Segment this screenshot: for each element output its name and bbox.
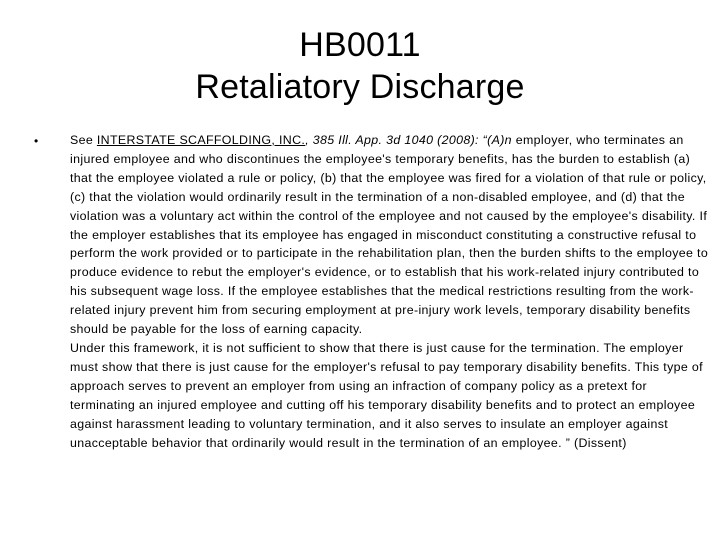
title-bill-number: HB0011 [299, 26, 421, 64]
case-summary-text: employer, who terminates an injured employee and who discontinues the employee's temporary benefits, has the burden to establish (a) that the employee violated a rule or policy, (b) that the employee was fired for a violation of that rule or policy, (c) that the violation would ordinarily result in the termination of a non-disabled employee, and (d) that the violation was a voluntary act within the control of the employee and not caused by the employee's disability. If the employer establishes that its employee has engaged in misconduct constituting a constructive refusal to perform the work provided or to participate in the rehabilitation plan, then the burden shifts to the employee to produce evidence to rebut the employer's evidence, or to establish that his work-related injury contributed to his subsequent wage loss. If the employee establishes that the medical restrictions resulting from the work-related injury prevent him from securing employment at pre-injury work levels, temporary disability benefits should be payable for the loss of earning capacity. [70, 133, 709, 337]
title-topic: Retaliatory Discharge [195, 68, 525, 106]
case-name: INTERSTATE SCAFFOLDING, INC. [96, 133, 306, 147]
see-prefix: See [70, 133, 97, 147]
case-citation: , 385 Ill. App. 3d 1040 (2008): “(A)n [305, 133, 512, 147]
bullet-icon: • [34, 134, 39, 148]
paragraph-framework: Under this framework, it is not sufficient to show that there is just cause for the termination. The employer must show that there is just cause for the employer's refusal to pay temporary disability benefits. This type of approach serves to prevent an employer from using an infraction of company policy as a pretext for terminating an injured employee and cutting off his temporary disability benefits and to protect an employee against harassment leading to voluntary termination, and it also serves to insulate an employer against unacceptable behavior that ordinarily would result in the termination of an employee. ” (Dissent) [70, 340, 703, 450]
paragraph-case-summary [70, 131, 710, 339]
slide-title [0, 24, 720, 108]
bullet-content [70, 131, 710, 452]
